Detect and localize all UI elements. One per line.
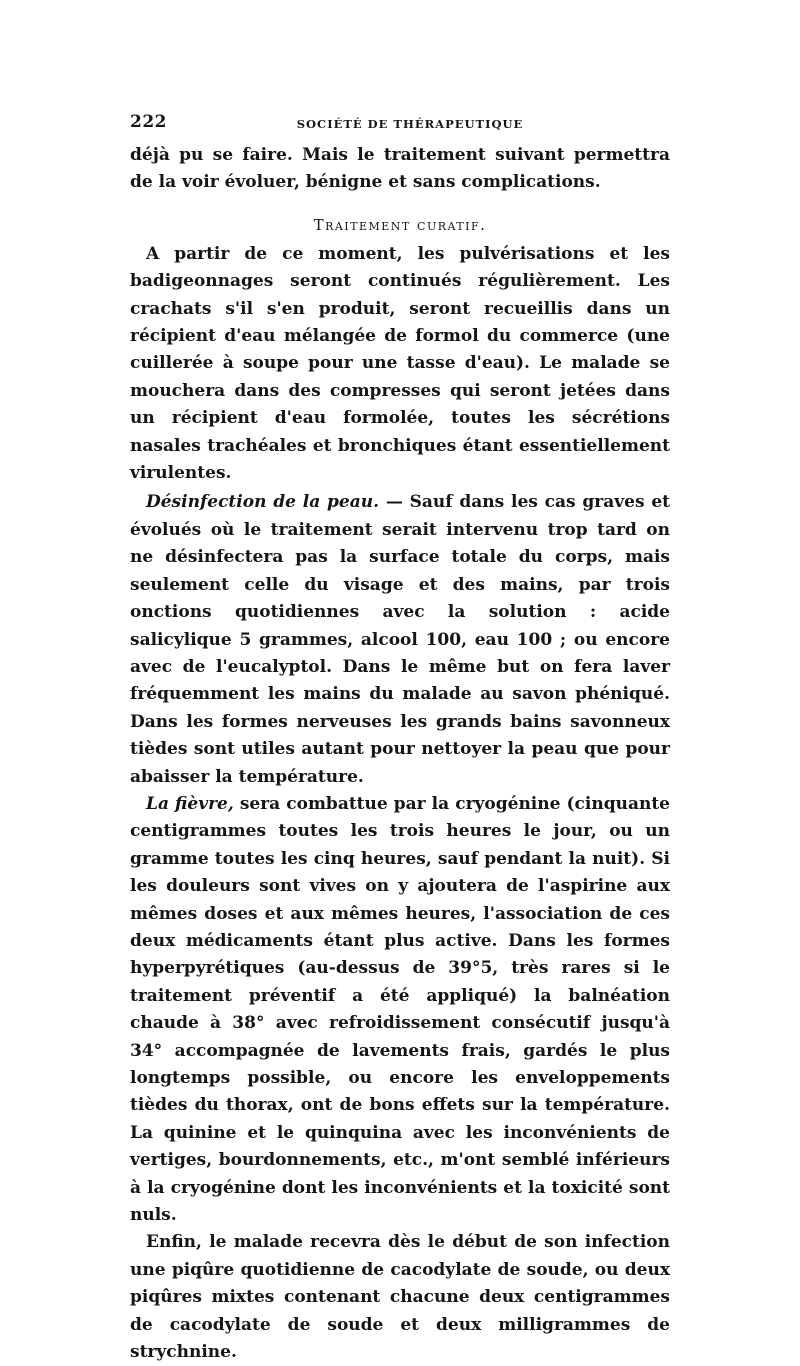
page-header (130, 112, 670, 142)
paragraph-fievre (130, 791, 670, 1230)
opening-paragraph: déjà pu se faire. Mais le traitement suivant permettra de la voir évoluer, bénigne et sans complications. (130, 145, 670, 193)
run-in-heading-desinfection: Désinfection de la peau. (146, 492, 380, 513)
paragraph-pulverisations: A partir de ce moment, les pulvérisations et les badigeonnages seront continués régulièrement. Les crachats s'il s'en produit, seront recueillis dans un récipient d'eau mélangée de formol du commerce (une cuillerée à soupe pour une tasse d'eau). Le malade se mouchera dans des compresses qui seront jetées dans un récipient d'eau formolée, toutes les sécrétions nasales trachéales et bronchiques étant essentiellement virulentes. (130, 243, 670, 484)
book-page (130, 112, 670, 1366)
run-in-heading-fievre: La fièvre, (146, 793, 234, 814)
paragraph-desinfection (130, 489, 670, 790)
section-heading: Traitement curatif. (313, 215, 487, 234)
paragraph-cacodylate: Enfin, le malade recevra dès le début de son infection une piqûre quotidienne de cacodylate de soude, ou deux piqûres mixtes contenant chacune deux centigrammes de cacodylate de soude et deux milligrammes de strychnine. (130, 1232, 670, 1363)
page-number: 222 (130, 112, 167, 132)
running-title: SOCIÉTÉ DE THÉRAPEUTIQUE (296, 117, 524, 131)
paragraph-desinfection-text: — Sauf dans les cas graves et évolués où le traitement serait intervenu trop tard on ne désinfectera pas la surface totale du corps, mais seulement celle du visage et des mains, par trois onctions quotidiennes avec la solution : acide salicylique 5 grammes, alcool 100, eau 100 ; ou encore avec de l'eucalyptol. Dans le même but on fera laver fréquemment les mains du malade au savon phéniqué. Dans les formes nerveuses les grands bains savonneux tièdes sont utiles autant pour nettoyer la peau que pour abaisser la température. (130, 492, 670, 787)
paragraph-fievre-text: sera combattue par la cryogénine (cinquante centigrammes toutes les trois heures le jour, ou un gramme toutes les cinq heures, sauf pendant la nuit). Si les douleurs sont vives on y ajoutera de l'aspirine aux mêmes doses et aux mêmes heures, l'association de ces deux médicaments étant plus active. Dans les formes hyperpyrétiques (au-dessus de 39°5, très rares si le traitement préventif a été appliqué) la balnéation chaude à 38° avec refroidissement consécutif jusqu'à 34° accompagnée de lavements frais, gardés le plus longtemps possible, ou encore les enveloppements tièdes du thorax, ont de bons effets sur la température. La quinine et le quinquina avec les inconvénients de vertiges, bourdonnements, etc., m'ont semblé inférieurs à la cryogénine dont les inconvénients et la toxicité sont nuls. (130, 793, 670, 1226)
